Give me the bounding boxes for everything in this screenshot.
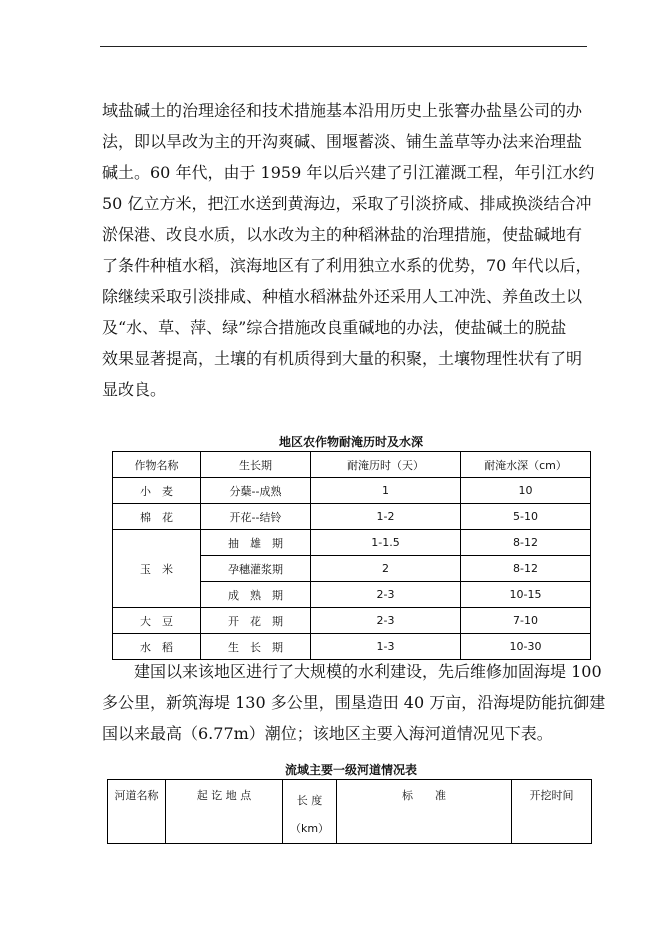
stage-cell: 抽 雄 期 (201, 530, 311, 556)
stage-cell: 开花--结铃 (201, 504, 311, 530)
crop-cell: 玉 米 (113, 530, 201, 608)
text-line: 淤保港、改良水质，以水改为主的种稻淋盐的治理措施，使盐碱地有 (102, 225, 583, 244)
crop-flood-tolerance-table (112, 451, 591, 660)
table-header-row (108, 780, 592, 844)
crop-cell: 小 麦 (113, 478, 201, 504)
header-depth: 耐淹水深（cm） (461, 452, 591, 478)
text-line: 多公里，新筑海堤 130 多公里，围垦造田 40 万亩，沿海堤防能抗御建 (102, 693, 606, 712)
text-line: 50 亿立方米，把江水送到黄海边，采取了引淡挤咸、排咸换淡结合冲 (102, 194, 592, 213)
table-row (113, 530, 591, 556)
depth-cell: 5-10 (461, 504, 591, 530)
days-cell: 1 (311, 478, 461, 504)
days-cell: 2-3 (311, 608, 461, 634)
text-line: 法，即以旱改为主的开沟爽碱、围堰蓄淡、铺生盖草等办法来治理盐 (102, 132, 583, 151)
length-label: 长 度 (296, 794, 323, 807)
text-line: 国以来最高（6.77m）潮位；该地区主要入海河道情况见下表。 (102, 724, 553, 743)
text-line: 及“水、草、萍、绿”综合措施改良重碱地的办法，使盐碱土的脱盐 (102, 318, 567, 337)
header-crop: 作物名称 (113, 452, 201, 478)
table-row (113, 478, 591, 504)
text-line: 除继续采取引淡排咸、种植水稻淋盐外还采用人工冲洗、养鱼改土以 (102, 287, 583, 306)
table-header-row (113, 452, 591, 478)
table-row (113, 504, 591, 530)
header-length (283, 780, 337, 844)
crop-cell: 大 豆 (113, 608, 201, 634)
depth-cell: 8-12 (461, 556, 591, 582)
depth-cell: 10-15 (461, 582, 591, 608)
stage-cell: 分蘖--成熟 (201, 478, 311, 504)
text-line: 碱土。60 年代，由于 1959 年以后兴建了引江灌溉工程，年引江水约 (102, 163, 595, 182)
days-cell: 1-1.5 (311, 530, 461, 556)
text-line: 了条件种植水稻，滨海地区有了利用独立水系的优势，70 年代以后， (102, 256, 592, 275)
text-line: 效果显著提高，土壤的有机质得到大量的积聚，土壤物理性状有了明 (102, 349, 583, 368)
header-days: 耐淹历时（天） (311, 452, 461, 478)
crop-cell: 水 稻 (113, 634, 201, 660)
header-stage: 生长期 (201, 452, 311, 478)
table-row (113, 608, 591, 634)
crop-cell: 棉 花 (113, 504, 201, 530)
depth-cell: 10-30 (461, 634, 591, 660)
header-dig-time: 开挖时间 (512, 780, 592, 844)
header-rule (100, 46, 587, 47)
length-unit: （km） (289, 822, 330, 835)
text-line: 建国以来该地区进行了大规模的水利建设，先后维修加固海堤 100 (102, 662, 602, 681)
header-start-end: 起 讫 地 点 (166, 780, 283, 844)
stage-cell: 生 长 期 (201, 634, 311, 660)
paragraph-2 (102, 656, 606, 749)
header-river-name: 河道名称 (108, 780, 166, 844)
text-line: 域盐碱土的治理途径和技术措施基本沿用历史上张謇办盐垦公司的办 (102, 101, 583, 120)
header-standard: 标 准 (337, 780, 512, 844)
depth-cell: 7-10 (461, 608, 591, 634)
river-channel-table (107, 779, 592, 844)
paragraph-1 (102, 95, 595, 405)
days-cell: 1-3 (311, 634, 461, 660)
days-cell: 1-2 (311, 504, 461, 530)
table1-caption: 地区农作物耐淹历时及水深 (278, 435, 423, 449)
depth-cell: 8-12 (461, 530, 591, 556)
days-cell: 2 (311, 556, 461, 582)
table2-caption: 流域主要一级河道情况表 (284, 763, 417, 777)
stage-cell: 开 花 期 (201, 608, 311, 634)
depth-cell: 10 (461, 478, 591, 504)
stage-cell: 成 熟 期 (201, 582, 311, 608)
text-line: 显改良。 (102, 380, 167, 399)
stage-cell: 孕穗灌浆期 (201, 556, 311, 582)
days-cell: 2-3 (311, 582, 461, 608)
